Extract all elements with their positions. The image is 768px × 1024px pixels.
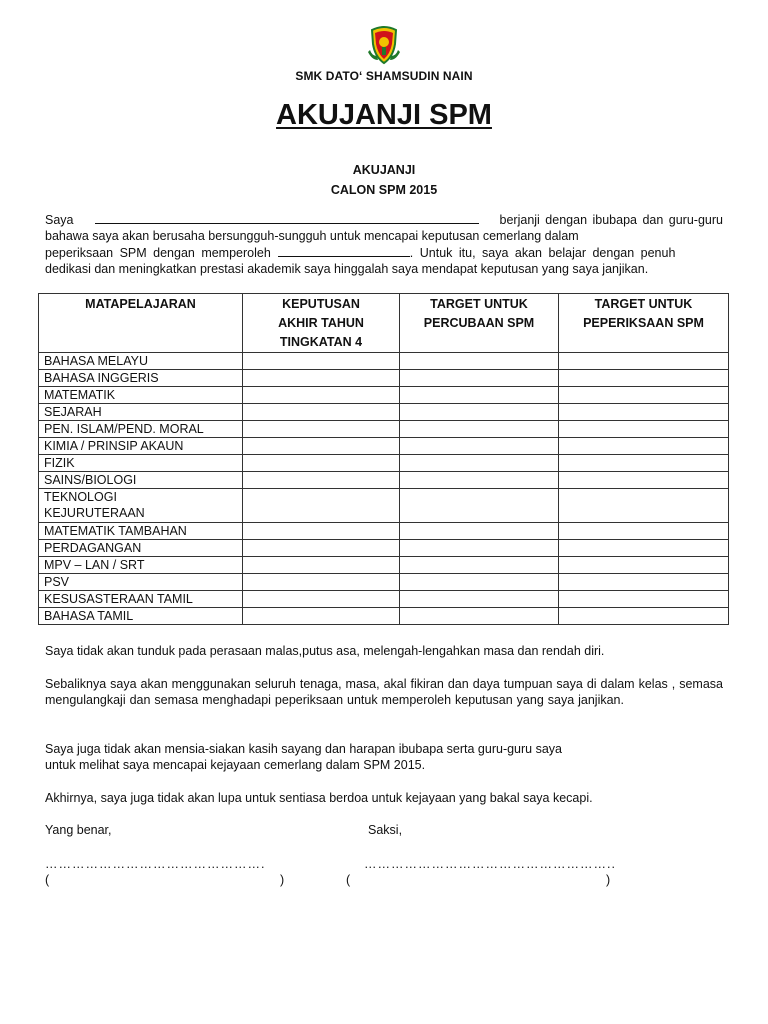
school-name: SMK DATO‘ SHAMSUDIN NAIN <box>295 69 473 83</box>
trial-target-cell[interactable] <box>400 472 559 489</box>
witness-label: Saksi, <box>368 823 403 837</box>
table-row <box>39 404 729 421</box>
table-row <box>39 421 729 438</box>
spm-target-cell[interactable] <box>559 540 729 557</box>
form4-result-cell[interactable] <box>243 438 400 455</box>
witness-signature-line[interactable]: ……………………………………………….. <box>364 857 616 871</box>
paragraph-2: Sebaliknya saya akan menggunakan seluruh tenaga, masa, akal fikiran dan daya tumpuan saya di dalam kelas , semasa mengulangkaji dan semasa menghadapi peperiksaan untuk memperoleh keputusan yang saya janjikan. <box>45 677 723 708</box>
document-title: AKUJANJI SPM <box>276 99 492 131</box>
intro-line-4: dedikasi dan meningkatkan prestasi akademik saya hinggalah saya mendapat keputusan yang saya janjikan. <box>45 262 649 277</box>
intro-saya: Saya <box>45 213 74 227</box>
trial-target-cell[interactable] <box>400 540 559 557</box>
paragraph-3-line-1: Saya juga tidak akan mensia-siakan kasih sayang dan harapan ibubapa serta guru-guru saya <box>45 742 562 756</box>
form4-result-cell[interactable] <box>243 472 400 489</box>
form4-result-cell[interactable] <box>243 353 400 370</box>
subject-name-cell: SAINS/BIOLOGI <box>39 472 243 489</box>
intro-line-1 <box>45 212 723 228</box>
intro-line-3 <box>45 245 723 261</box>
spm-target-cell[interactable] <box>559 489 729 523</box>
table-row <box>39 455 729 472</box>
spm-target-cell[interactable] <box>559 608 729 625</box>
spm-target-cell[interactable] <box>559 557 729 574</box>
subject-name-cell: TEKNOLOGI KEJURUTERAAN <box>39 489 243 523</box>
form4-result-cell[interactable] <box>243 370 400 387</box>
student-signature-line[interactable]: …………………………………………. <box>45 857 266 871</box>
form4-result-cell[interactable] <box>243 404 400 421</box>
form4-result-cell[interactable] <box>243 489 400 523</box>
table-row <box>39 489 729 523</box>
subject-table <box>38 293 729 625</box>
trial-target-cell[interactable] <box>400 404 559 421</box>
intro-line-2: bahawa saya akan berusaha bersungguh-sungguh untuk mencapai keputusan cemerlang dalam <box>45 229 579 244</box>
subject-name-cell: MATEMATIK <box>39 387 243 404</box>
subject-name-cell: PERDAGANGAN <box>39 540 243 557</box>
intro-line-3-start: peperiksaan SPM dengan memperoleh <box>45 245 271 260</box>
subject-name-cell: PEN. ISLAM/PEND. MORAL <box>39 421 243 438</box>
form4-result-cell[interactable] <box>243 540 400 557</box>
spm-target-cell[interactable] <box>559 404 729 421</box>
intro-line-3-end: . Untuk itu, saya akan belajar dengan penuh <box>409 245 676 260</box>
trial-target-cell[interactable] <box>400 557 559 574</box>
subject-name-cell: BAHASA TAMIL <box>39 608 243 625</box>
trial-target-cell[interactable] <box>400 523 559 540</box>
table-row <box>39 557 729 574</box>
pledge-heading: AKUJANJI <box>352 163 416 177</box>
student-name-open-paren: ( <box>45 873 50 887</box>
header-spm-target: TARGET UNTUK PEPERIKSAAN SPM <box>559 294 729 353</box>
subject-name-cell: BAHASA MELAYU <box>39 353 243 370</box>
trial-target-cell[interactable] <box>400 489 559 523</box>
paragraph-3-line-2: untuk melihat saya mencapai kejayaan cemerlang dalam SPM 2015. <box>45 758 426 773</box>
form4-result-cell[interactable] <box>243 455 400 472</box>
witness-name-open-paren: ( <box>346 873 351 887</box>
table-row <box>39 608 729 625</box>
table-row <box>39 438 729 455</box>
table-row <box>39 353 729 370</box>
trial-target-cell[interactable] <box>400 353 559 370</box>
subject-name-cell: KIMIA / PRINSIP AKAUN <box>39 438 243 455</box>
trial-target-cell[interactable] <box>400 370 559 387</box>
trial-target-cell[interactable] <box>400 438 559 455</box>
school-crest-icon <box>366 22 402 66</box>
table-row <box>39 472 729 489</box>
form4-result-cell[interactable] <box>243 574 400 591</box>
spm-target-cell[interactable] <box>559 387 729 404</box>
form4-result-cell[interactable] <box>243 523 400 540</box>
table-header-row <box>39 294 729 353</box>
paragraph-3 <box>45 741 723 774</box>
trial-target-cell[interactable] <box>400 421 559 438</box>
trial-target-cell[interactable] <box>400 608 559 625</box>
subject-name-cell: FIZIK <box>39 455 243 472</box>
student-name-close-paren: ) <box>280 873 285 887</box>
form4-result-cell[interactable] <box>243 421 400 438</box>
table-row <box>39 387 729 404</box>
spm-target-cell[interactable] <box>559 370 729 387</box>
name-field[interactable] <box>95 212 479 224</box>
form4-result-cell[interactable] <box>243 557 400 574</box>
header-form4-result: KEPUTUSAN AKHIR TAHUN TINGKATAN 4 <box>243 294 400 353</box>
header-trial-target: TARGET UNTUK PERCUBAAN SPM <box>400 294 559 353</box>
subject-name-cell: MPV – LAN / SRT <box>39 557 243 574</box>
form4-result-cell[interactable] <box>243 591 400 608</box>
subject-name-cell: SEJARAH <box>39 404 243 421</box>
spm-target-cell[interactable] <box>559 438 729 455</box>
subject-name-cell: KESUSASTERAAN TAMIL <box>39 591 243 608</box>
table-row <box>39 540 729 557</box>
form4-result-cell[interactable] <box>243 387 400 404</box>
subject-name-cell: MATEMATIK TAMBAHAN <box>39 523 243 540</box>
spm-target-cell[interactable] <box>559 353 729 370</box>
intro-paragraph <box>45 212 723 278</box>
intro-line-1-end: berjanji dengan ibubapa dan guru-guru <box>499 213 723 227</box>
table-row <box>39 591 729 608</box>
spm-target-cell[interactable] <box>559 574 729 591</box>
table-row <box>39 574 729 591</box>
spm-target-cell[interactable] <box>559 472 729 489</box>
spm-target-cell[interactable] <box>559 523 729 540</box>
subject-name-cell: PSV <box>39 574 243 591</box>
trial-target-cell[interactable] <box>400 455 559 472</box>
spm-target-cell[interactable] <box>559 591 729 608</box>
table-row <box>39 523 729 540</box>
trial-target-cell[interactable] <box>400 387 559 404</box>
subject-name-cell: BAHASA INGGERIS <box>39 370 243 387</box>
form4-result-cell[interactable] <box>243 608 400 625</box>
spm-target-cell[interactable] <box>559 455 729 472</box>
header-subject: MATAPELAJARAN <box>39 294 243 353</box>
target-result-field[interactable] <box>278 245 410 257</box>
trial-target-cell[interactable] <box>400 591 559 608</box>
paragraph-1: Saya tidak akan tunduk pada perasaan malas,putus asa, melengah-lengahkan masa dan rendah diri. <box>45 644 605 658</box>
candidate-heading: CALON SPM 2015 <box>330 183 438 197</box>
spm-target-cell[interactable] <box>559 421 729 438</box>
witness-name-close-paren: ) <box>606 873 611 887</box>
trial-target-cell[interactable] <box>400 574 559 591</box>
table-row <box>39 370 729 387</box>
paragraph-4: Akhirnya, saya juga tidak akan lupa untuk sentiasa berdoa untuk kejayaan yang bakal saya kecapi. <box>45 791 593 805</box>
sincerely-label: Yang benar, <box>45 823 112 837</box>
